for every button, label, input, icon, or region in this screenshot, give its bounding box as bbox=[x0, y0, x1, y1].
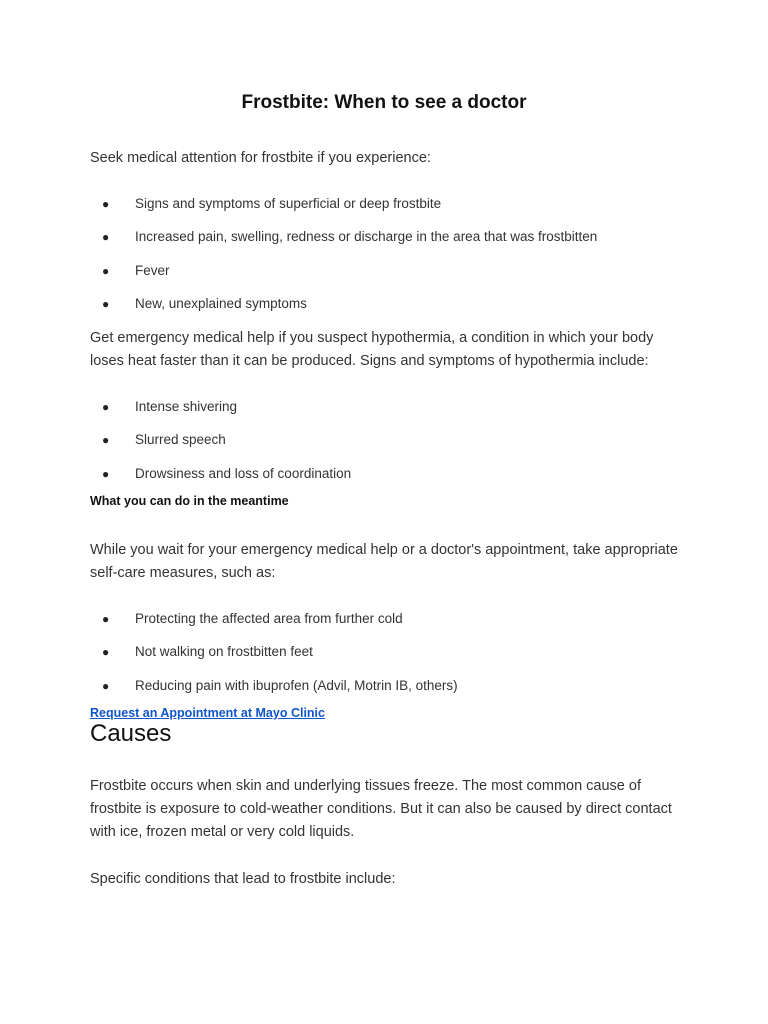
hypothermia-paragraph: Get emergency medical help if you suspect hypothermia, a condition in which your body loses heat faster than it can be produced. Signs and symptoms of hypothermia include: bbox=[90, 330, 654, 369]
list-item bbox=[0, 229, 768, 262]
list-item-text: Reducing pain with ibuprofen (Advil, Motrin IB, others) bbox=[135, 677, 458, 693]
list-item-text: Intense shivering bbox=[135, 399, 238, 414]
list-item bbox=[0, 399, 768, 432]
list-item bbox=[0, 263, 768, 296]
bullet-icon: ● bbox=[102, 466, 110, 481]
list-item-text: Protecting the affected area from further cold bbox=[135, 611, 403, 626]
meantime-heading: What you can do in the meantime bbox=[90, 494, 289, 508]
list-item-text: New, unexplained symptoms bbox=[135, 295, 307, 311]
conditions-paragraph: Specific conditions that lead to frostbite include: bbox=[90, 871, 396, 887]
bullet-icon: ● bbox=[102, 230, 110, 245]
bullet-icon: ● bbox=[102, 645, 110, 660]
bullet-icon: ● bbox=[102, 433, 110, 448]
list-item-text: Not walking on frostbitten feet bbox=[135, 644, 313, 660]
list-item-text: Signs and symptoms of superficial or deep frostbite bbox=[135, 196, 442, 211]
meantime-paragraph: While you wait for your emergency medical help or a doctor's appointment, take appropriate self-care measures, such as: bbox=[90, 542, 678, 581]
list-item bbox=[0, 644, 768, 677]
bullet-icon: ● bbox=[102, 678, 110, 693]
appointment-link[interactable]: Request an Appointment at Mayo Clinic bbox=[90, 706, 325, 720]
list-item-text: Slurred speech bbox=[135, 432, 226, 448]
list-item-text: Increased pain, swelling, redness or discharge in the area that was frostbitten bbox=[135, 229, 598, 245]
intro-paragraph: Seek medical attention for frostbite if you experience: bbox=[90, 150, 431, 166]
bullet-icon: ● bbox=[102, 263, 110, 278]
list-item bbox=[0, 432, 768, 465]
list-item-text: Drowsiness and loss of coordination bbox=[135, 465, 352, 481]
causes-paragraph: Frostbite occurs when skin and underlying tissues freeze. The most common cause of frostbite is exposure to cold-weather conditions. But it can also be caused by direct contact with ice, frozen metal or very cold liquids. bbox=[90, 778, 672, 840]
bullet-icon: ● bbox=[102, 296, 110, 311]
bullet-icon: ● bbox=[102, 400, 110, 414]
list-item bbox=[0, 296, 768, 329]
hypothermia-symptoms-list bbox=[0, 399, 768, 499]
page-title: Frostbite: When to see a doctor bbox=[241, 92, 527, 113]
list-item-text: Fever bbox=[135, 262, 170, 278]
bullet-icon: ● bbox=[102, 612, 110, 626]
causes-heading: Causes bbox=[90, 720, 172, 747]
list-item bbox=[0, 611, 768, 644]
list-item bbox=[0, 196, 768, 229]
frostbite-symptoms-list bbox=[0, 196, 768, 329]
bullet-icon: ● bbox=[102, 197, 110, 211]
self-care-list bbox=[0, 611, 768, 711]
